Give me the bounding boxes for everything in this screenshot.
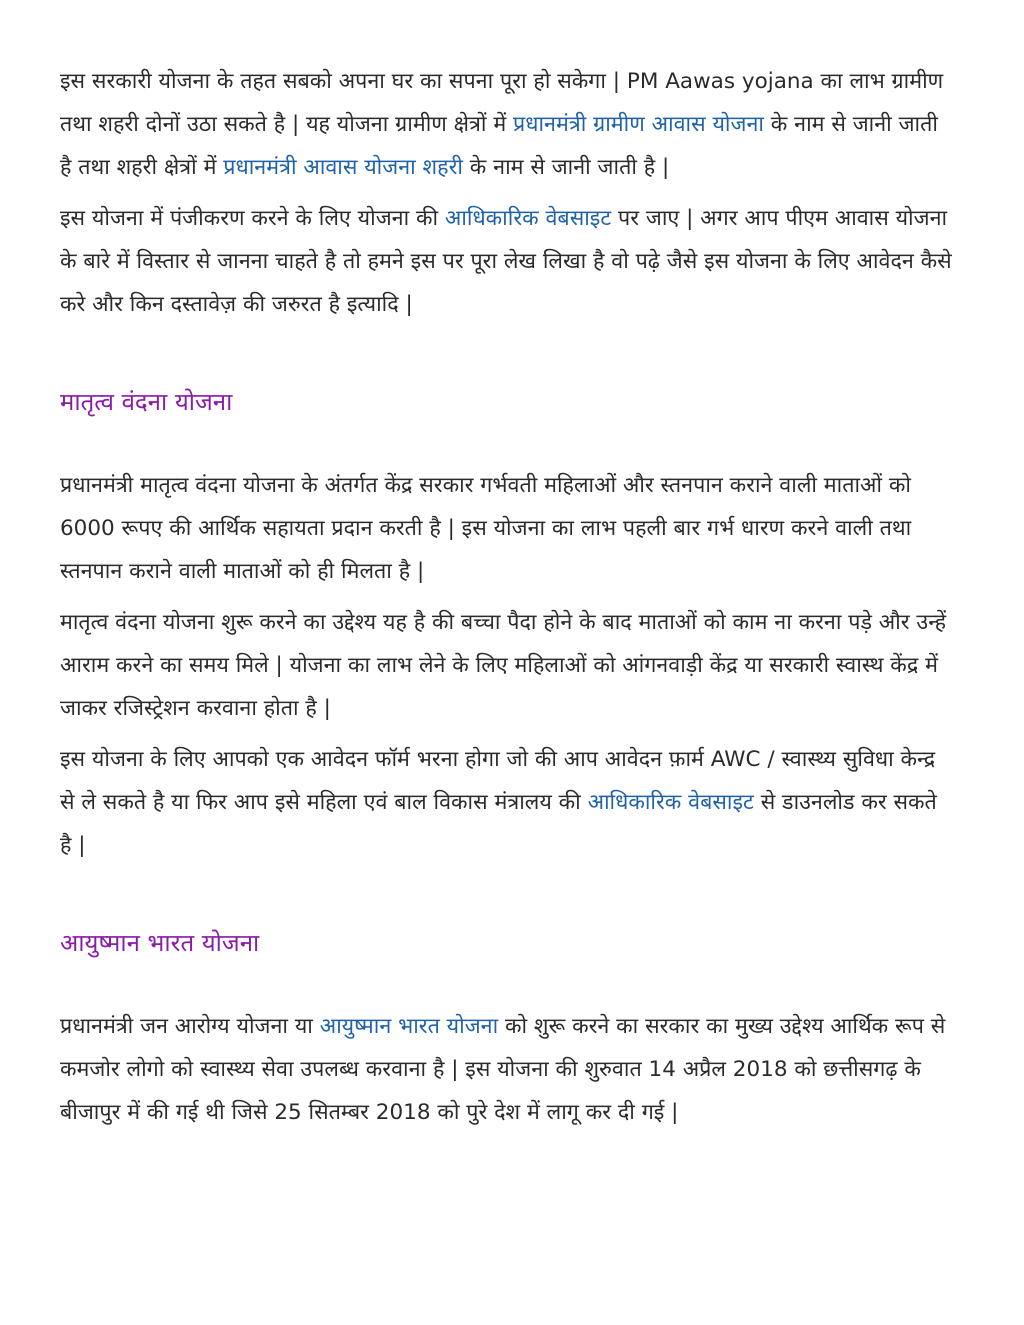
- matritva-paragraph-1: प्रधानमंत्री मातृत्व वंदना योजना के अंतर्गत केंद्र सरकार गर्भवती महिलाओं और स्तनपान कराने वाली माताओं को 6000 रूपए की आर्थिक सहायता प्रदान करती है | इस योजना का लाभ पहली बार गर्भ धारण करने वाली तथा स्तनपान कराने वाली माताओं को ही मिलता है |: [60, 473, 912, 584]
- link-ayushman-bharat-yojana[interactable]: आयुष्मान भारत योजना: [319, 1014, 499, 1039]
- awas-p1-text-1: इस सरकारी योजना के तहत सबको अपना घर का सपना पूरा हो सकेगा | PM Aawas yojana का लाभ ग्रामीण तथा शहरी दोनों उठा सकते है | यह योजना ग्रामीण क्षेत्रों में: [60, 69, 944, 137]
- link-gramin-awas-yojana[interactable]: प्रधानमंत्री ग्रामीण आवास योजना: [513, 112, 764, 137]
- ayushman-paragraph-1: [60, 1005, 954, 1134]
- awas-paragraph-1: [60, 60, 954, 189]
- awas-p1-text-2: के नाम से जानी जाती है तथा शहरी क्षेत्रों में: [60, 112, 938, 180]
- link-matritva-official-website[interactable]: आधिकारिक वेबसाइट: [587, 790, 754, 815]
- matritva-paragraph-2: मातृत्व वंदना योजना शुरू करने का उद्देश्य यह है की बच्चा पैदा होने के बाद माताओं को काम ना करना पड़े और उन्हें आराम करने का समय मिले | योजना का लाभ लेने के लिए महिलाओं को आंगनवाड़ी केंद्र या सरकारी स्वास्थ केंद्र में जाकर रजिस्ट्रेशन करवाना होता है |: [60, 610, 947, 721]
- ayushman-p1-text-1: प्रधानमंत्री जन आरोग्य योजना या: [60, 1014, 320, 1039]
- awas-p1-text-3: के नाम से जानी जाती है |: [462, 155, 670, 180]
- heading-matritva-vandana: मातृत्व वंदना योजना: [60, 388, 233, 416]
- awas-paragraph-2: [60, 197, 954, 326]
- link-awas-yojana-shahri[interactable]: प्रधानमंत्री आवास योजना शहरी: [223, 155, 463, 180]
- ayushman-p1-text-2: को शुरू करने का सरकार का मुख्य उद्देश्य आर्थिक रूप से कमजोर लोगो को स्वास्थ्य सेवा उपलब्ध करवाना है | इस योजना की शुरुवात 14 अप्रैल 2018 को छत्तीसगढ़ के बीजापुर में की गई थी जिसे 25 सितम्बर 2018 को पुरे देश में लागू कर दी गई |: [60, 1014, 946, 1125]
- matritva-paragraph-3: [60, 738, 954, 867]
- matritva-p3-text-2: से डाउनलोड कर सकते है |: [60, 790, 937, 858]
- heading-ayushman-bharat: आयुष्मान भारत योजना: [60, 929, 260, 957]
- awas-p2-text-1: इस योजना में पंजीकरण करने के लिए योजना की: [60, 206, 445, 231]
- link-awas-official-website[interactable]: आधिकारिक वेबसाइट: [444, 206, 612, 231]
- awas-p2-text-2: पर जाए | अगर आप पीएम आवास योजना के बारे में विस्तार से जानना चाहते है तो हमने इस पर पूरा लेख लिखा है वो पढ़े जैसे इस योजना के लिए आवेदन कैसे करे और किन दस्तावेज़ की जरुरत है इत्यादि |: [60, 206, 952, 317]
- matritva-p3-text-1: इस योजना के लिए आपको एक आवेदन फॉर्म भरना होगा जो की आप आवेदन फ़ार्म AWC / स्वास्थ्य सुविधा केन्द्र से ले सकते है या फिर आप इसे महिला एवं बाल विकास मंत्रालय की: [60, 747, 936, 815]
